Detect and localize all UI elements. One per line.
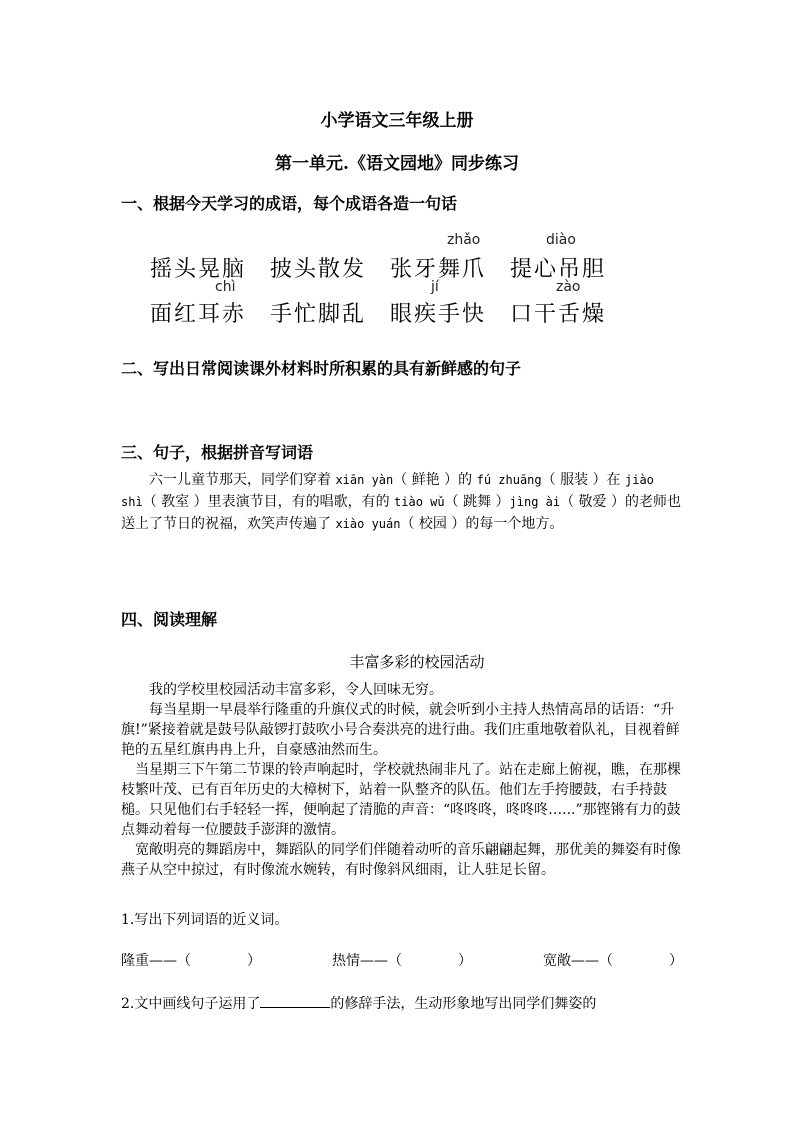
question-2-text: 的修辞手法，生动形象地写出同学们舞姿的 [330, 996, 597, 1012]
section4-heading: 四、阅读理解 [121, 610, 218, 629]
pinyin-word: jìng ài [509, 495, 561, 509]
idiom-2: 披头散发 [270, 257, 367, 282]
pinyin-zao: zào [556, 279, 581, 295]
idiom-1: 摇头晃脑 [150, 257, 247, 282]
document-subtitle: 第一单元.《语文园地》同步练习 [275, 154, 519, 174]
sentence-text: （ 跳舞 ） [444, 494, 510, 510]
pinyin-word: tiào wǔ [394, 495, 445, 509]
sentence-text: （ 敬爱 ）的老师也送上了节日的祝福，欢笑声传遍了 [121, 494, 682, 532]
pinyin-word: xiào yuán [335, 517, 401, 531]
section1-heading: 一、根据今天学习的成语，每个成语各造一句话 [121, 194, 458, 213]
pinyin-word: xiān yàn [335, 473, 394, 487]
question-2-text: 2.文中画线句子运用了 [121, 996, 261, 1012]
idiom-4: 提心吊胆 [510, 257, 607, 282]
idiom-8: 口干舌燥 [510, 302, 607, 327]
pinyin-sentence [121, 469, 681, 535]
idiom-5: 面红耳赤 [150, 302, 247, 327]
pinyin-zhao: zhǎo [447, 232, 481, 248]
story-paragraph: 宽敞明亮的舞蹈房中，舞蹈队的同学们伴随着动听的音乐翩翩起舞，那优美的舞姿有时像燕子从空中掠过，有时像流水婉转，有时像斜风细雨，让人驻足长留。 [121, 842, 681, 878]
section3-heading: 三、句子，根据拼音写词语 [121, 443, 314, 462]
story-paragraph: 我的学校里校园活动丰富多彩，令人回味无穷。 [149, 682, 443, 698]
sentence-text: （ 鲜艳 ）的 [393, 472, 477, 488]
pinyin-diao: diào [546, 232, 576, 248]
pinyin-word: jiào shì [121, 473, 654, 509]
document-title: 小学语文三年级上册 [320, 111, 474, 131]
answer-blank[interactable] [260, 993, 330, 1008]
synonym-item: 热情——（ ） [332, 953, 472, 969]
sentence-text: 六一儿童节那天，同学们穿着 [149, 472, 336, 488]
pinyin-word: fú zhuāng [476, 473, 542, 487]
sentence-text: （ 校园 ）的每一个地方。 [400, 516, 564, 532]
pinyin-chi: chì [215, 279, 236, 295]
pinyin-ji: jí [431, 279, 439, 295]
synonym-item: 宽敞——（ ） [543, 953, 683, 969]
idiom-3: 张牙舞爪 [390, 257, 487, 282]
story-title: 丰富多彩的校园活动 [349, 653, 485, 671]
synonym-item: 隆重——（ ） [121, 953, 261, 969]
question-1: 1.写出下列词语的近义词。 [121, 912, 289, 928]
story-paragraph: 每当星期一早晨举行隆重的升旗仪式的时候，就会听到小主持人热情高昂的话语：“升旗!”紧接着就是鼓号队敲锣打鼓吹小号合奏洪亮的进行曲。我们庄重地敬着队礼，目视着鲜艳的五星红旗冉冉上升，自豪感油然而生。 [121, 702, 680, 758]
synonym-row [121, 950, 683, 970]
idiom-7: 眼疾手快 [390, 302, 487, 327]
story-body [121, 680, 681, 880]
idiom-6: 手忙脚乱 [270, 302, 367, 327]
sentence-text: （ 服装 ）在 [541, 472, 625, 488]
section2-heading: 二、写出日常阅读课外材料时所积累的具有新鲜感的句子 [121, 359, 522, 378]
sentence-text: （ 教室 ）里表演节目，有的唱歌，有的 [142, 494, 395, 510]
story-paragraph: 当星期三下午第二节课的铃声响起时，学校就热闹非凡了。站在走廊上俯视，瞧，在那棵枝繁叶茂、已有百年历史的大樟树下，站着一队整齐的队伍。他们左手挎腰鼓，右手持鼓槌。只见他们右手轻轻一挥，便响起了清脆的声音：“咚咚咚，咚咚咚…...”那铿锵有力的鼓点舞动着每一位腰鼓手澎湃的激情。 [121, 762, 681, 838]
question-2 [121, 993, 596, 1013]
